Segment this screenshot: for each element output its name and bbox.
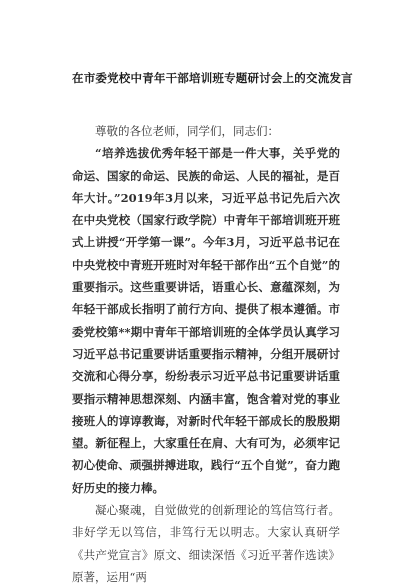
body-paragraph-1: “培养选拔优秀年轻干部是一件大事，关乎党的命运、国家的命运、民族的命运、人民的福祉，是百年大计。”2019年3月以来，习近平总书记先后六次在中央党校（国家行政学院）中青年干部培训班开班式上讲授“开学第一课”。今年3月，习近平总书记在中央党校中青班开班时对年轻干部作出“五个自觉”的重要指示。这些重要讲话，语重心长、意蕴深刻，为年轻干部成长指明了前行方向、提供了根本遵循。市委党校第**期中青年干部培训班的全体学员认真学习习近平总书记重要讲话重要指示精神，分组开展研讨交流和心得分享，纷纷表示习近平总书记重要讲话重要指示精神思想深刻、内涵丰富，饱含着对党的事业接班人的谆谆教诲，对新时代年轻干部成长的殷殷期望。新征程上，大家重任在肩、大有可为，必须牢记初心使命、顽强拼搏进取，践行“五个自觉”，奋力跑好历史的接力棒。	[72, 146, 340, 495]
salutation: 尊敬的各位老师，同学们，同志们：	[95, 124, 279, 138]
body-paragraph-2: 凝心聚魂，自觉做党的创新理论的笃信笃行者。非好学无以笃信，非笃行无以明志。大家认真研学《共产党宣言》原文、细读深悟《习近平著作选读》原著，运用“两	[72, 503, 340, 584]
document-title: 在市委党校中青年干部培训班专题研讨会上的交流发言	[72, 71, 353, 85]
